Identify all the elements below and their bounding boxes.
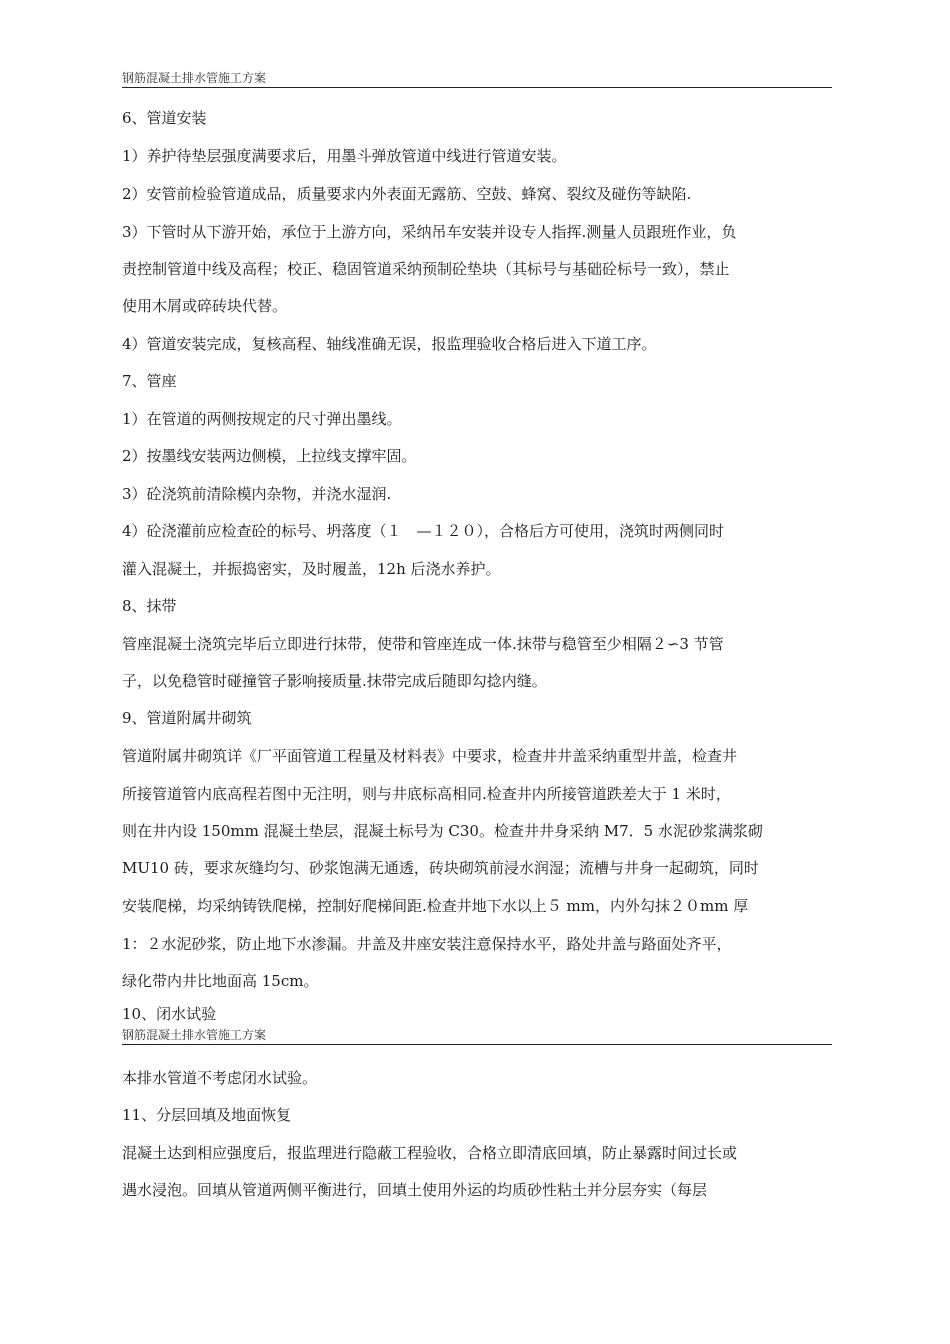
section-heading: 10、闭水试验 bbox=[122, 1005, 217, 1023]
section-heading: 11、分层回填及地面恢复 bbox=[122, 1106, 292, 1124]
paragraph-line: 遇水浸泡。回填从管道两侧平衡进行，回填土使用外运的均质砂性粘土并分层夯实（每层 bbox=[122, 1181, 708, 1199]
page-header-2: 钢筋混凝土排水管施工方案 bbox=[122, 1027, 832, 1045]
paragraph-line: 1：２水泥砂浆，防止地下水渗漏。井盖及井座安装注意保持水平，路处井盖与路面处齐平， bbox=[122, 935, 732, 953]
paragraph-line: 1）养护待垫层强度满要求后，用墨斗弹放管道中线进行管道安装。 bbox=[122, 147, 567, 165]
paragraph-line: 2）按墨线安装两边侧模，上拉线支撑牢固。 bbox=[122, 447, 417, 465]
page-header-1: 钢筋混凝土排水管施工方案 bbox=[122, 70, 832, 88]
paragraph-line: 安装爬梯，均采纳铸铁爬梯，控制好爬梯间距.检查井地下水以上５ mm，内外勾抹２０mm 厚 bbox=[122, 897, 749, 915]
paragraph-line: 则在井内设 150mm 混凝土垫层，混凝土标号为 C30。检查井井身采纳 M7．5 水泥砂浆满浆砌 bbox=[122, 822, 763, 840]
paragraph-line: 2）安管前检验管道成品，质量要求内外表面无露筋、空鼓、蜂窝、裂纹及碰伤等缺陷. bbox=[122, 185, 692, 203]
paragraph-line: MU10 砖，要求灰缝均匀、砂浆饱满无通透，砖块砌筑前浸水润湿；流槽与井身一起砌筑，同时 bbox=[122, 859, 759, 877]
paragraph-line: 灌入混凝土，并振捣密实，及时履盖，12h 后浇水养护。 bbox=[122, 560, 501, 578]
paragraph-line: 本排水管道不考虑闭水试验。 bbox=[122, 1069, 318, 1087]
paragraph-line: 绿化带内井比地面高 15cm。 bbox=[122, 972, 319, 990]
paragraph-line: 1）在管道的两侧按规定的尺寸弹出墨线。 bbox=[122, 410, 402, 428]
section-heading: 6、管道安装 bbox=[122, 109, 207, 127]
paragraph-line: 3）砼浇筑前清除模内杂物，并浇水湿润. bbox=[122, 485, 392, 503]
paragraph-line: 混凝土达到相应强度后，报监理进行隐蔽工程验收，合格立即清底回填，防止暴露时间过长或 bbox=[122, 1144, 738, 1162]
section-heading: 9、管道附属井砌筑 bbox=[122, 709, 252, 727]
paragraph-line: 4）砼浇灌前应检查砼的标号、坍落度（１ —１２０），合格后方可使用，浇筑时两侧同时 bbox=[122, 522, 725, 540]
section-heading: 8、抹带 bbox=[122, 597, 177, 615]
paragraph-line: 责控制管道中线及高程；校正、稳固管道采纳预制砼垫块（其标号与基础砼标号一致），禁止 bbox=[122, 260, 730, 278]
paragraph-line: 管座混凝土浇筑完毕后立即进行抹带，使带和管座连成一体.抹带与稳管至少相隔２∽3 节管 bbox=[122, 635, 724, 653]
paragraph-line: 3）下管时从下游开始，承位于上游方向，采纳吊车安装并设专人指挥.测量人员跟班作业，负 bbox=[122, 223, 737, 241]
paragraph-line: 子，以免稳管时碰撞管子影响接质量.抹带完成后随即勾捻内缝。 bbox=[122, 672, 547, 690]
paragraph-line: 使用木屑或碎砖块代替。 bbox=[122, 297, 288, 315]
section-heading: 7、管座 bbox=[122, 372, 177, 390]
paragraph-line: 管道附属井砌筑详《厂平面管道工程量及材料表》中要求，检查井井盖采纳重型井盖，检查井 bbox=[122, 747, 738, 765]
paragraph-line: 4）管道安装完成，复核高程、轴线准确无误，报监理验收合格后进入下道工序。 bbox=[122, 335, 657, 353]
paragraph-line: 所接管道管内底高程若图中无注明，则与井底标高相同.检查井内所接管道跌差大于 1 米时， bbox=[122, 785, 731, 803]
